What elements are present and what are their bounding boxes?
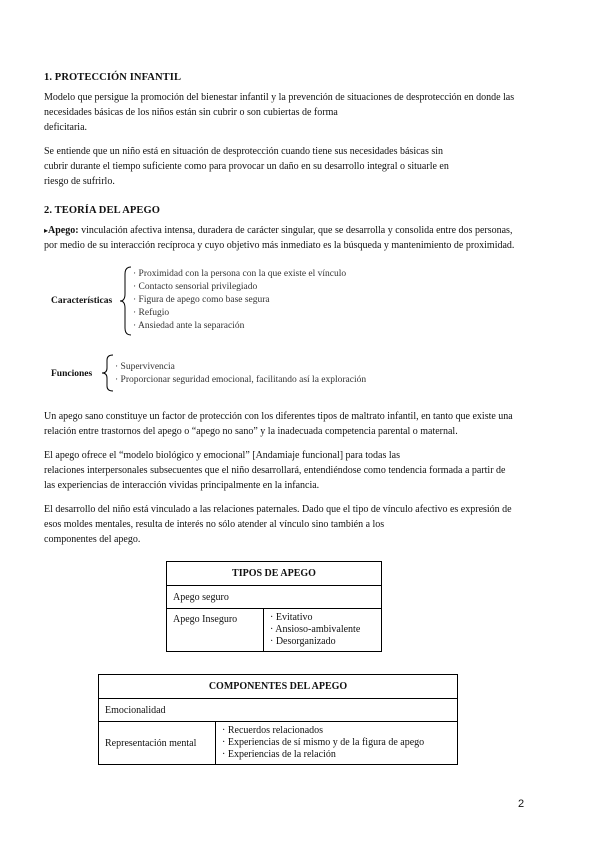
list-item: · Refugio: [133, 308, 170, 318]
section-heading-apego: 2. TEORÍA DEL APEGO: [44, 205, 161, 216]
caracteristicas-label: Características: [51, 296, 113, 306]
paragraph-modelo: [44, 90, 564, 135]
text-line: El apego ofrece el “modelo biológico y emocional” [Andamiaje funcional] para todas las: [44, 450, 400, 461]
text-line: Un apego sano constituye un factor de protección con los diferentes tipos de maltrato infantil, en tanto que existe una: [44, 411, 513, 422]
list-item: · Desorganizado: [270, 636, 336, 647]
apego-definition-1: vinculación afectiva intensa, duradera de carácter singular, que se desarrolla y consolida entre dos personas,: [78, 225, 513, 236]
table-cell: [264, 609, 382, 652]
caracteristicas-list: [133, 268, 346, 333]
funciones-label: Funciones: [51, 369, 93, 379]
componentes-apego-table: [98, 674, 458, 765]
paragraph-apego-definition: [44, 223, 564, 253]
paragraph-desproteccion: [44, 144, 564, 189]
funciones-list: [115, 361, 366, 387]
list-item: · Ansioso-ambivalente: [270, 624, 361, 635]
list-item: · Proximidad con la persona con la que existe el vínculo: [133, 269, 347, 279]
list-item: · Ansiedad ante la separación: [133, 321, 245, 331]
text-line: Modelo que persigue la promoción del bienestar infantil y la prevención de situaciones de desprotección en donde las: [44, 92, 515, 103]
paragraph-apego-sano: [44, 409, 564, 439]
table-cell: Apego seguro: [167, 586, 382, 609]
left-brace-icon: [119, 266, 133, 336]
list-item: · Contacto sensorial privilegiado: [133, 282, 258, 292]
text-line: componentes del apego.: [44, 534, 141, 545]
tipos-apego-table: [166, 561, 382, 652]
text-line: El desarrollo del niño está vinculado a las relaciones paternales. Dado que el tipo de vínculo afectivo es expresión de: [44, 504, 512, 515]
text-line: cubrir durante el tiempo suficiente como para provocar un daño en su desarrollo integral o situarle en: [44, 161, 449, 172]
table-cell: Apego Inseguro: [167, 609, 264, 652]
apego-term: Apego:: [48, 225, 79, 236]
text-line: Se entiende que un niño está en situación de desprotección cuando tiene sus necesidades básicas sin: [44, 146, 444, 157]
text-line: esos moldes mentales, resulta de interés no sólo atender al vínculo sino también a los: [44, 519, 385, 530]
text-line: deficitaria.: [44, 122, 88, 133]
list-item: · Evitativo: [270, 612, 313, 623]
table-cell: [216, 722, 458, 765]
paragraph-desarrollo: [44, 502, 564, 547]
text-line: riesgo de sufrirlo.: [44, 176, 115, 187]
list-item: · Proporcionar seguridad emocional, facilitando así la exploración: [115, 375, 367, 385]
left-brace-icon: [101, 354, 115, 392]
table-title: TIPOS DE APEGO: [167, 562, 382, 586]
table-cell: Emocionalidad: [99, 699, 458, 722]
section-heading-proteccion: 1. PROTECCIÓN INFANTIL: [44, 72, 182, 83]
text-line: relación entre trastornos del apego o “apego no sano” y la inadecuada competencia parental o maternal.: [44, 426, 458, 437]
table-cell: Representación mental: [99, 722, 216, 765]
text-line: relaciones interpersonales subsecuentes que el niño desarrollará, entendiéndose como tendencia formada a partir de: [44, 465, 506, 476]
text-line: necesidades básicas de los niños están sin cubrir o son cubiertas de forma: [44, 107, 338, 118]
list-item: · Experiencias de sí mismo y de la figura de apego: [222, 737, 425, 748]
text-line: las experiencias de interacción vividas principalmente en la infancia.: [44, 480, 320, 491]
apego-definition-2: por medio de su interacción recíproca y cuyo objetivo más inmediato es la búsqueda y mantenimiento de proximidad.: [44, 240, 515, 251]
list-item: · Supervivencia: [115, 362, 175, 372]
list-item: · Recuerdos relacionados: [222, 725, 324, 736]
text-line: ▸Apego: vinculación afectiva intensa, duradera de carácter singular, que se desarrolla y consolida entre dos personas,: [44, 225, 513, 236]
page-number: 2: [518, 798, 525, 810]
paragraph-modelo-biologico: [44, 448, 564, 493]
table-title: COMPONENTES DEL APEGO: [99, 675, 458, 699]
list-item: · Figura de apego como base segura: [133, 295, 270, 305]
list-item: · Experiencias de la relación: [222, 749, 336, 760]
